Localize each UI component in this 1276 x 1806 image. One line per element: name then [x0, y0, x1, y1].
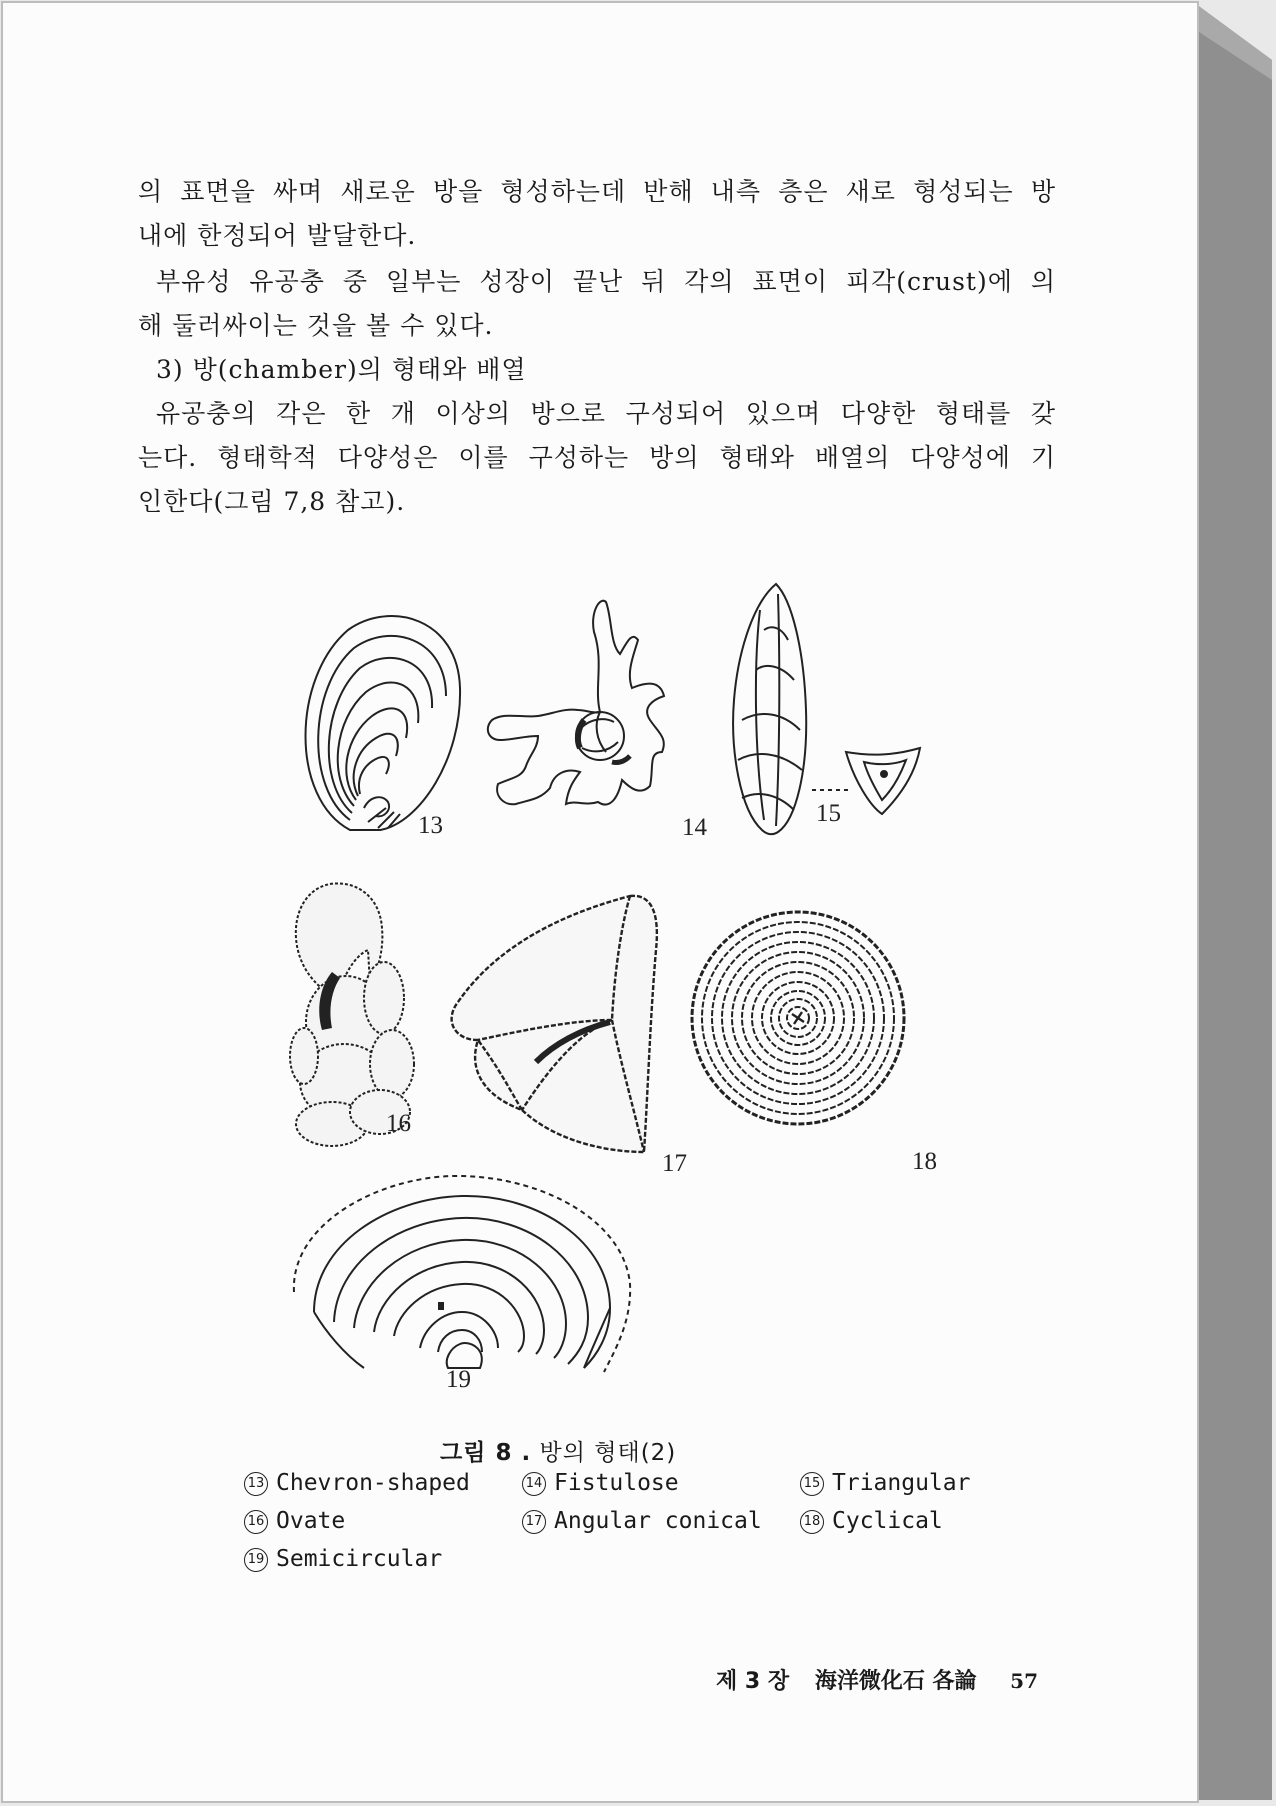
figure-label-17: 17	[662, 1150, 687, 1177]
figure-label-16: 16	[386, 1110, 411, 1137]
paragraph-line: 는다. 형태학적 다양성은 이를 구성하는 방의 형태와 배열의 다양성에 기	[138, 443, 1056, 472]
legend-label: Ovate	[276, 1508, 346, 1534]
legend-item	[522, 1508, 762, 1534]
figure-caption-number: 그림 8 .	[440, 1440, 532, 1466]
legend-item	[522, 1470, 679, 1496]
paragraph-line: 유공충의 각은 한 개 이상의 방으로 구성되어 있으며 다양한 형태를 갖	[156, 399, 1056, 428]
legend-item	[244, 1508, 345, 1534]
legend-number: 19	[244, 1548, 268, 1572]
legend-number: 14	[522, 1472, 546, 1496]
legend-label: Chevron-shaped	[276, 1470, 470, 1496]
legend-item	[800, 1470, 970, 1496]
foraminifera-13-chevron-drawing	[290, 608, 470, 838]
section-heading: 3) 방(chamber)의 형태와 배열	[156, 355, 527, 384]
legend-label: Triangular	[832, 1470, 971, 1496]
figure-label-19: 19	[446, 1366, 471, 1393]
paragraph-line: 의 표면을 싸며 새로운 방을 형성하는데 반해 내측 층은 새로 형성되는 방	[138, 177, 1056, 206]
legend-item	[244, 1546, 442, 1572]
paragraph-line: 해 둘러싸이는 것을 볼 수 있다.	[138, 311, 494, 340]
legend-number: 13	[244, 1472, 268, 1496]
legend-label: Semicircular	[276, 1546, 443, 1572]
foraminifera-14-fistulose-drawing	[482, 592, 692, 842]
figure-label-14: 14	[682, 814, 707, 841]
legend-number: 17	[522, 1510, 546, 1534]
page-footer	[716, 1664, 1038, 1695]
paragraph-line: 인한다(그림 7,8 참고).	[138, 487, 406, 516]
foraminifera-18-cyclical-drawing	[688, 908, 908, 1128]
legend-label: Angular conical	[554, 1508, 762, 1534]
legend-number: 15	[800, 1472, 824, 1496]
footer-chapter: 제 3 장	[716, 1669, 790, 1694]
figure-caption	[440, 1434, 676, 1467]
paragraph-line: 내에 한정되어 발달한다.	[138, 221, 417, 250]
page-number: 57	[1010, 1669, 1038, 1693]
legend-number: 16	[244, 1510, 268, 1534]
legend-item	[800, 1508, 943, 1534]
legend-item	[244, 1470, 470, 1496]
figure-label-18: 18	[912, 1148, 937, 1175]
figure-caption-text: 방의 형태(2)	[539, 1440, 677, 1466]
paragraph-line: 부유성 유공충 중 일부는 성장이 끝난 뒤 각의 표면이 피각(crust)에 의	[156, 267, 1056, 296]
legend-label: Fistulose	[554, 1470, 679, 1496]
footer-title: 海洋微化石 各論	[814, 1669, 977, 1694]
legend-label: Cyclical	[832, 1508, 943, 1534]
foraminifera-19-semicircular-drawing	[284, 1172, 634, 1380]
foraminifera-17-angular-conical-drawing	[444, 890, 666, 1164]
legend-number: 18	[800, 1510, 824, 1534]
figure-label-13: 13	[418, 812, 443, 839]
figure-label-15: 15	[816, 800, 841, 827]
